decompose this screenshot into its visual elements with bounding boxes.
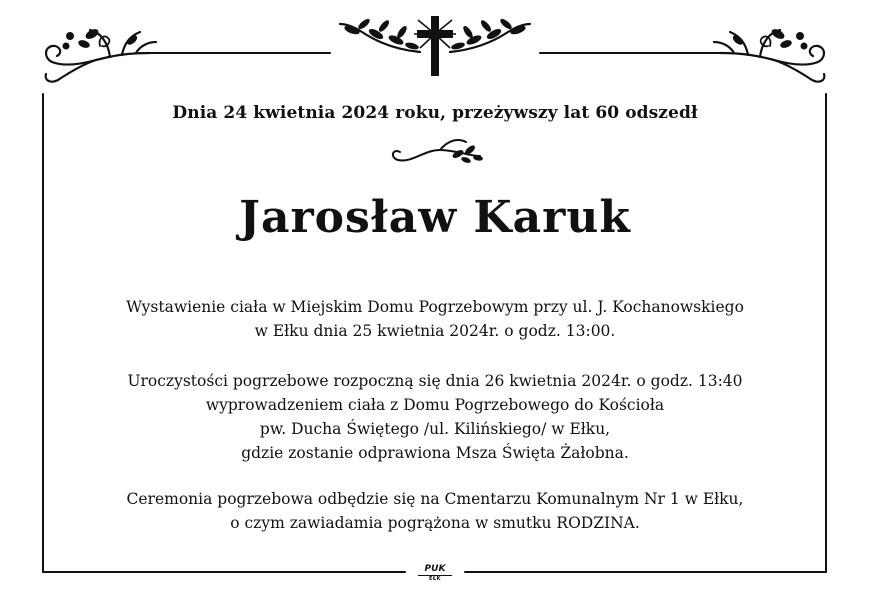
paragraph-line: w Ełku dnia 25 kwietnia 2024r. o godz. 13:00. [254, 322, 616, 340]
cross-with-laurel-icon [340, 16, 530, 76]
paragraph-line: Wystawienie ciała w Miejskim Domu Pogrzebowym przy ul. J. Kochanowskiego [126, 298, 744, 316]
floral-corner-right-icon [714, 27, 824, 82]
paragraph-line: gdzie zostanie odprawiona Msza Święta Żałobna. [241, 444, 629, 462]
floral-corner-left-icon [46, 27, 156, 82]
puk-logo [418, 564, 452, 584]
logo-main-text: PUK [424, 564, 446, 574]
ceremony-paragraph [0, 369, 870, 465]
paragraph-line: Uroczystości pogrzebowe rozpoczną się dnia 26 kwietnia 2024r. o godz. 13:40 [127, 372, 743, 390]
logo-sub-text: EŁK [418, 575, 452, 582]
vine-flourish-icon [393, 140, 483, 164]
paragraph-line: wyprowadzeniem ciała z Domu Pogrzebowego do Kościoła [205, 396, 665, 414]
deceased-name: Jarosław Karuk [239, 192, 631, 243]
paragraph-line: Ceremonia pogrzebowa odbędzie się na Cmentarzu Komunalnym Nr 1 w Ełku, [126, 490, 744, 508]
viewing-paragraph [0, 295, 870, 343]
burial-paragraph [0, 487, 870, 535]
paragraph-line: o czym zawiadamia pogrążona w smutku RODZINA. [230, 514, 640, 532]
notice-headline: Dnia 24 kwietnia 2024 roku, przeżywszy lat 60 odszedł [172, 103, 698, 123]
paragraph-line: pw. Ducha Świętego /ul. Kilińskiego/ w Ełku, [259, 420, 611, 438]
